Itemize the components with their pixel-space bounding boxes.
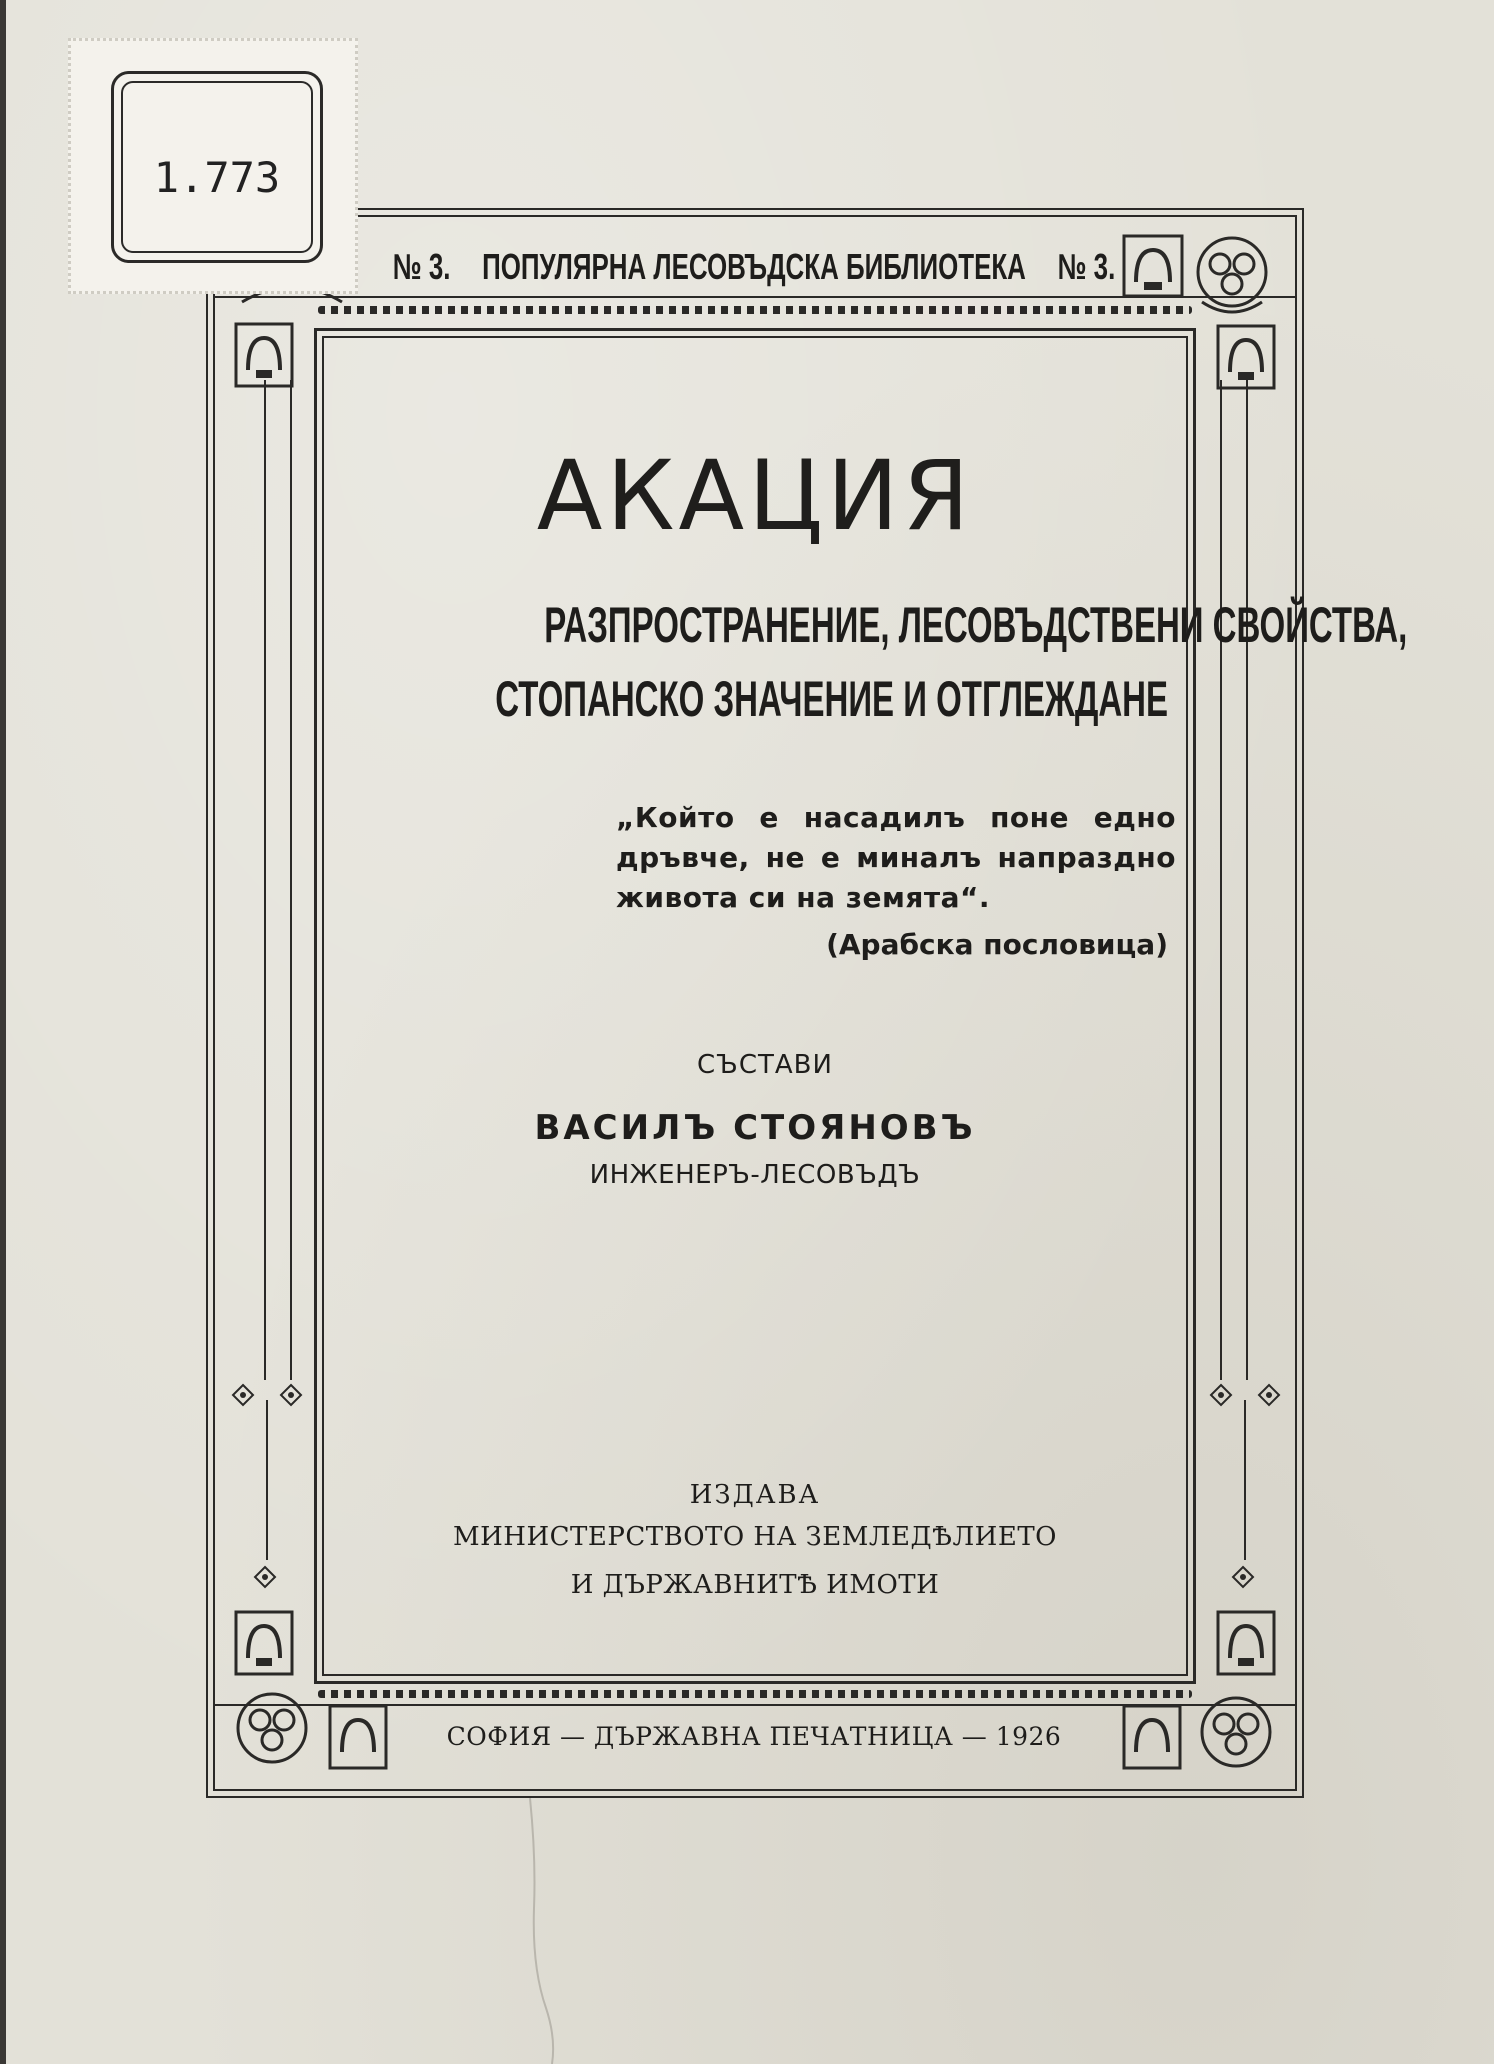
book-title: АКАЦИЯ [536,440,974,552]
publisher-label: ИЗДАВА [689,1480,821,1510]
right-rule-2 [1246,380,1248,1380]
paper-crack [526,1798,566,2064]
top-dotted-border [318,306,1192,314]
publisher-line-1: МИНИСТЕРСТВОТО НА ЗЕМЛЕДѢЛИЕТО [453,1522,1057,1552]
imprint-line: СОФИЯ — ДЪРЖАВНА ПЕЧАТНИЦА — 1926 [446,1721,1062,1751]
bottom-right-corner-ornament [1106,1608,1282,1778]
left-diamond-ornaments [230,1382,320,1408]
left-rule-1 [264,380,266,1380]
right-rule-1 [1220,380,1222,1380]
left-rule-3 [266,1400,268,1560]
subtitle-line-1 [322,596,1408,654]
top-right-corner-ornament [1122,232,1282,332]
subtitle-line-1-text: РАЗПРОСТРАНЕНИЕ, ЛЕСОВЪДСТВЕНИ СВОЙСТВА, [544,597,1408,653]
right-upper-arch-ornament [1214,322,1284,392]
left-lower-diamond-icon [252,1564,278,1590]
compiled-by-label: СЪСТАВИ [697,1050,833,1080]
author-profession: ИНЖЕНЕРЪ-ЛЕСОВЪДЪ [589,1160,921,1190]
book-cover [6,0,1494,2064]
series-number-right: № 3. [1057,246,1116,287]
author-name: ВАСИЛЪ СТОЯНОВЪ [534,1108,976,1148]
series-number-left: № 3. [392,246,451,287]
left-rule-2 [290,380,292,1380]
right-rule-3 [1244,1400,1246,1560]
series-header [392,236,1116,298]
library-stamp [68,38,358,294]
subtitle-line-2-text: СТОПАНСКО ЗНАЧЕНИЕ И ОТГЛЕЖДАНЕ [495,671,1169,727]
bottom-dotted-border [318,1690,1192,1698]
stamp-number: 1.773 [153,153,281,202]
publisher-line-2: И ДЪРЖАВНИТѢ ИМОТИ [570,1570,940,1600]
epigraph-text: „Който е насадилъ поне едно дръвче, не е миналъ напраздно живота си на земята“. [616,801,1176,914]
bottom-left-corner-ornament [232,1608,402,1778]
right-lower-diamond-icon [1230,1564,1256,1590]
epigraph-source: (Арабска пословица) [826,928,1168,961]
subtitle-line-2 [322,670,1188,728]
right-diamond-ornaments [1208,1382,1298,1408]
series-name: ПОПУЛЯРНА ЛЕСОВЪДСКА БИБЛИОТЕКА [482,246,1026,287]
